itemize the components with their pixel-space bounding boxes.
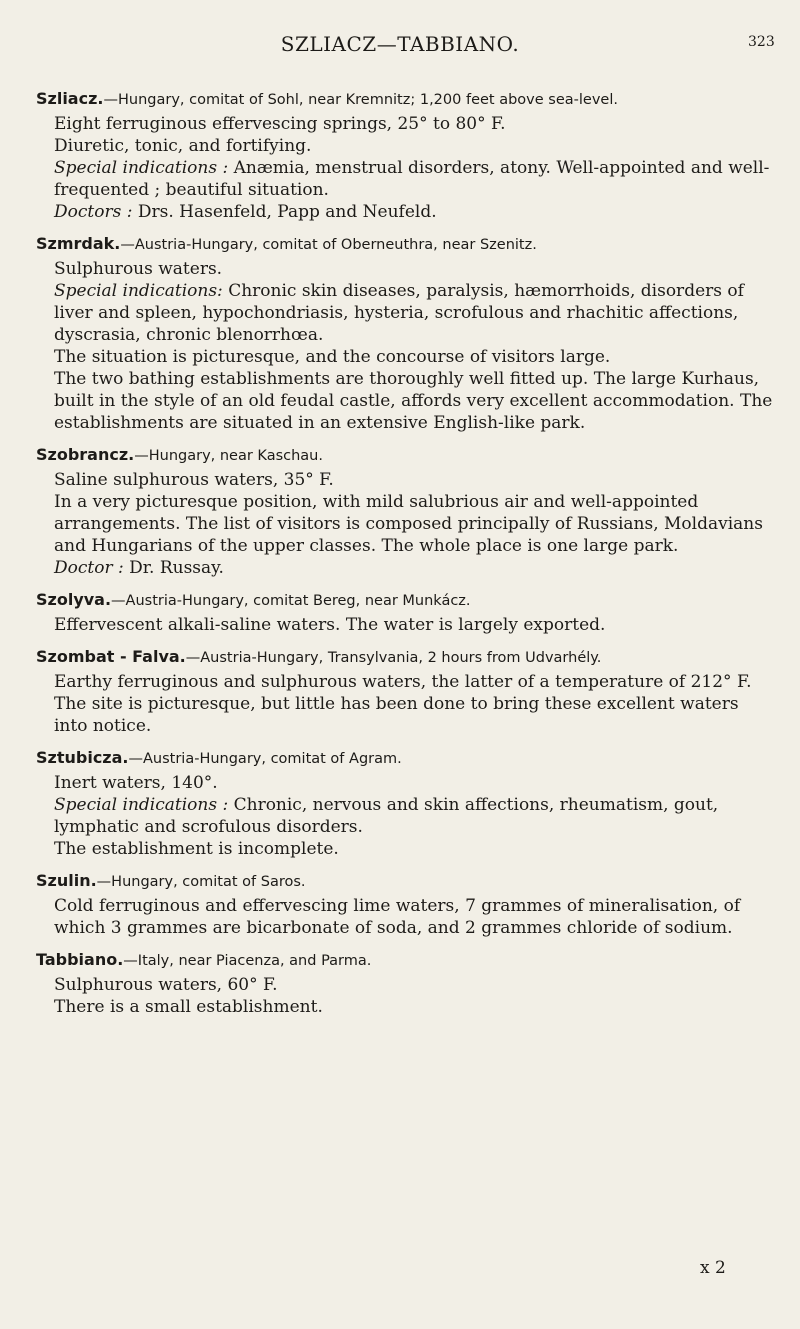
running-head: SZLIACZ—TABBIANO. [280, 32, 520, 56]
entry [36, 747, 776, 860]
paragraph-label: Doctors : [54, 202, 133, 222]
entry-location: —Austria-Hungary, comitat of Oberneuthra, near Szenitz. [120, 237, 537, 253]
entry-name: Szulin. [36, 871, 97, 890]
paragraph-text: Chronic skin diseases, paralysis, hæmorrhoids, disorders of liver and spleen, hypochondriasis, hysteria, scrofulous and rhachitic affections, dyscrasia, chronic blenorrhœa. [54, 281, 744, 345]
entry-headline [36, 444, 776, 467]
entry-paragraph: The situation is picturesque, and the concourse of visitors large. [54, 347, 611, 367]
paragraph-label: Special indications : [54, 158, 229, 178]
paragraph-label: Special indications: [54, 281, 223, 301]
entry-location: —Hungary, comitat of Sohl, near Kremnitz; 1,200 feet above sea-level. [103, 92, 618, 108]
page-body [36, 88, 776, 1028]
entry-paragraph [54, 157, 776, 201]
paragraph-label: Special indications : [54, 795, 229, 815]
entry-paragraph: Inert waters, 140°. [54, 773, 218, 793]
entry-paragraph [54, 280, 776, 346]
entry-headline [36, 233, 776, 256]
entry-name: Szolyva. [36, 590, 112, 609]
entry-location: —Hungary, comitat of Saros. [96, 874, 306, 890]
entry-paragraph: Eight ferruginous effervescing springs, 25° to 80° F. [54, 114, 506, 134]
entry-paragraph: The two bathing establishments are thoroughly well fitted up. The large Kurhaus, built in the style of an old feudal castle, affords very excellent accommodation. The establishments are situated in an extensive English-like park. [54, 369, 773, 433]
entry [36, 949, 776, 1018]
entry-name: Sztubicza. [36, 748, 129, 767]
entry-headline [36, 747, 776, 770]
page-number: 323 [748, 34, 775, 50]
entry-paragraph: The site is picturesque, but little has been done to bring these excellent waters into notice. [54, 694, 739, 736]
entry-paragraph: Sulphurous waters. [54, 259, 223, 279]
entry-name: Szmrdak. [36, 234, 121, 253]
entry-headline [36, 949, 776, 972]
entry-paragraph: There is a small establishment. [54, 997, 323, 1017]
entry-paragraph: The establishment is incomplete. [54, 839, 339, 859]
entry-location: —Austria-Hungary, Transylvania, 2 hours from Udvarhély. [185, 650, 602, 666]
entry-paragraph: Diuretic, tonic, and fortifying. [54, 136, 312, 156]
entry-location: —Austria-Hungary, comitat of Agram. [128, 751, 402, 767]
entry [36, 646, 776, 737]
entry [36, 88, 776, 223]
entry-paragraph: Cold ferruginous and effervescing lime waters, 7 grammes of mineralisation, of which 3 grammes are bicarbonate of soda, and 2 grammes chloride of sodium. [54, 896, 741, 938]
entry [36, 444, 776, 579]
paragraph-text: Anæmia, menstrual disorders, atony. Well-appointed and well-frequented ; beautiful situation. [54, 158, 770, 200]
entry-location: —Italy, near Piacenza, and Parma. [123, 953, 372, 969]
entry [36, 589, 776, 636]
entry [36, 870, 776, 939]
entry-paragraph [54, 201, 776, 223]
entry-paragraph: Sulphurous waters, 60° F. [54, 975, 278, 995]
signature-mark: x 2 [700, 1258, 726, 1278]
entry-headline [36, 589, 776, 612]
paragraph-label: Doctor : [54, 558, 124, 578]
entry-paragraph [54, 557, 776, 579]
entry-location: —Austria-Hungary, comitat Bereg, near Munkácz. [111, 593, 471, 609]
entry-name: Szombat - Falva. [36, 647, 186, 666]
paragraph-text: Chronic, nervous and skin affections, rheumatism, gout, lymphatic and scrofulous disorders. [54, 795, 719, 837]
entry-paragraph: In a very picturesque position, with mild salubrious air and well-appointed arrangements. The list of visitors is composed principally of Russians, Moldavians and Hungarians of the upper classes. The whole place is one large park. [54, 492, 763, 556]
paragraph-text: Drs. Hasenfeld, Papp and Neufeld. [132, 202, 437, 222]
entry-paragraph: Saline sulphurous waters, 35° F. [54, 470, 334, 490]
entry [36, 233, 776, 434]
paragraph-text: Dr. Russay. [123, 558, 224, 578]
entry-paragraph: Effervescent alkali-saline waters. The water is largely exported. [54, 615, 606, 635]
entry-headline [36, 646, 776, 669]
entry-paragraph: Earthy ferruginous and sulphurous waters, the latter of a temperature of 212° F. [54, 672, 752, 692]
entry-name: Szobrancz. [36, 445, 135, 464]
entry-name: Tabbiano. [36, 950, 124, 969]
entry-name: Szliacz. [36, 89, 104, 108]
entry-headline [36, 88, 776, 111]
entry-location: —Hungary, near Kaschau. [134, 448, 323, 464]
entry-paragraph [54, 794, 776, 838]
entry-headline [36, 870, 776, 893]
